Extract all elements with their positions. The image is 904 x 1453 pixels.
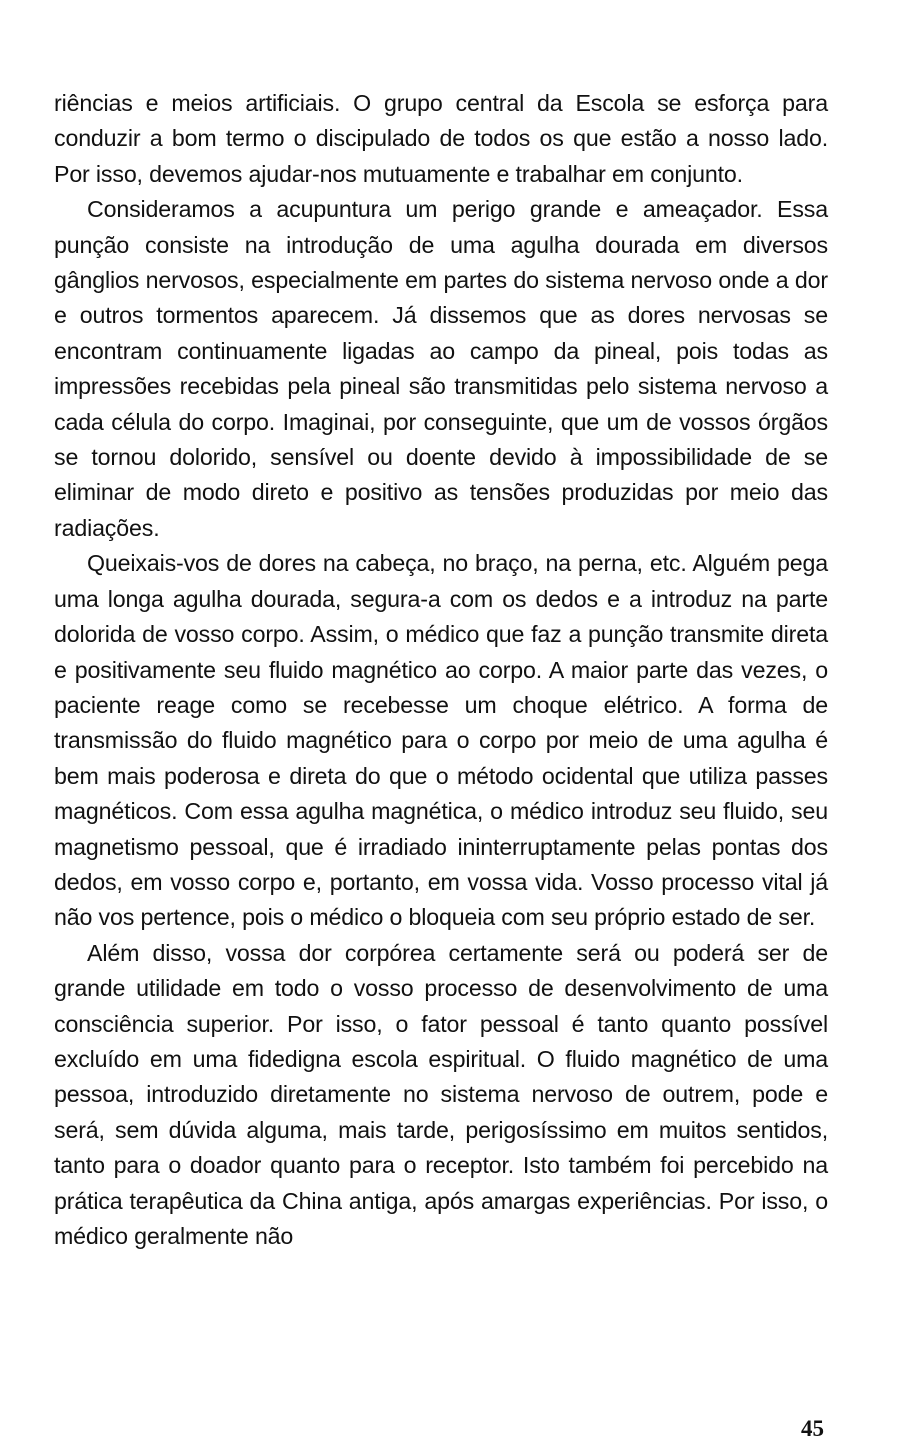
paragraph-acupuncture-danger: Consideramos a acupuntura um perigo grande e ameaçador. Essa punção consiste na introdução de uma agulha dourada em diversos gânglios nervosos, especialmente em partes do sistema nervoso onde a dor e outros tormentos aparecem. Já dissemos que as dores nervosas se encontram continuamente ligadas ao campo da pineal, pois todas as impressões recebidas pela pineal são transmitidas pelo sistema nervoso a cada célula do corpo. Imaginai, por conseguinte, que um de vossos órgãos se tornou dolorido, sensível ou doente devido à impossibilidade de se eliminar de modo direto e positivo as tensões produzidas por meio das radiações.: [54, 196, 828, 541]
paragraph-personal-factor: Além disso, vossa dor corpórea certamente será ou poderá ser de grande utilidade em todo o vosso processo de desenvolvimento de uma consciência superior. Por isso, o fator pessoal é tanto quanto possível excluído em uma fidedigna escola espiritual. O fluido magnético de uma pessoa, introduzido diretamente no sistema nervoso de outrem, pode e será, sem dúvida alguma, mais tarde, perigosíssimo em muitos sentidos, tanto para o doador quanto para o receptor. Isto também foi percebido na prática terapêutica da China antiga, após amargas experiências. Por isso, o médico geralmente não: [54, 939, 828, 1249]
paragraph-continuation: riências e meios artificiais. O grupo central da Escola se esforça para conduzir a bom termo o discipulado de todos os que estão a nosso lado. Por isso, devemos ajudar-nos mutuamente e trabalhar em conjunto.: [54, 90, 828, 187]
page-body-text: [54, 86, 828, 1254]
paragraph-needle-transmission: Queixais-vos de dores na cabeça, no braço, na perna, etc. Alguém pega uma longa agulha dourada, segura-a com os dedos e a introduz na parte dolorida de vosso corpo. Assim, o médico que faz a punção transmite direta e positivamente seu fluido magnético ao corpo. A maior parte das vezes, o paciente reage como se recebesse um choque elétrico. A forma de transmissão do fluido magnético para o corpo por meio de uma agulha é bem mais poderosa e direta do que o método ocidental que utiliza passes magnéticos. Com essa agulha magnética, o médico introduz seu fluido, seu magnetismo pessoal, que é irradiado ininterruptamente pelas pontas dos dedos, em vosso corpo e, portanto, em vossa vida. Vosso processo vital já não vos pertence, pois o médico o bloqueia com seu próprio estado de ser.: [54, 550, 828, 931]
page-number: 45: [801, 1416, 824, 1441]
